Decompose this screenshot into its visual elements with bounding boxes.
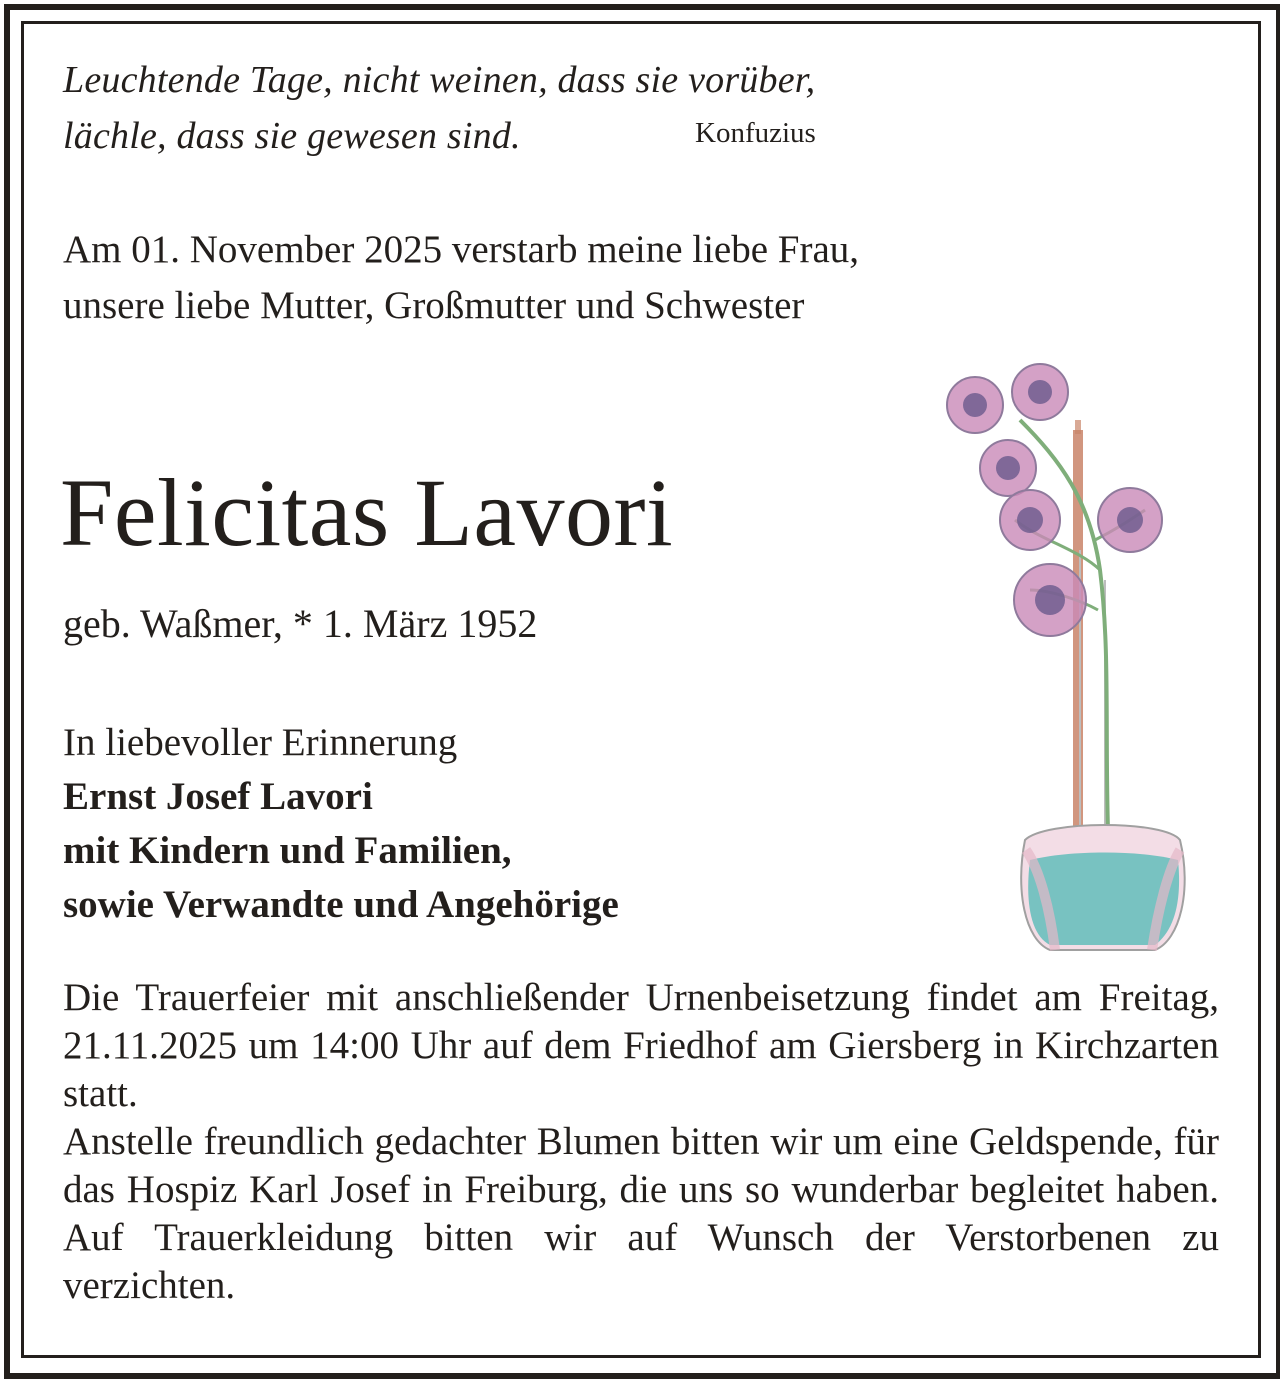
death-announcement	[63, 222, 859, 334]
mourner-line-3: sowie Verwandte und Angehörige	[63, 883, 619, 926]
orchid-blossom	[1000, 490, 1060, 550]
orchid-blossom	[1014, 564, 1086, 636]
orchid-blossom	[1098, 488, 1162, 552]
orchid-blossom	[947, 377, 1003, 433]
mourner-line-2: mit Kindern und Familien,	[63, 829, 512, 872]
birth-details: geb. Waßmer, * 1. März 1952	[63, 601, 538, 646]
quote-line-1: Leuchtende Tage, nicht weinen, dass sie vorüber,	[63, 59, 816, 101]
orchid-in-pot-drawing	[930, 350, 1220, 970]
mourner-line-1: Ernst Josef Lavori	[63, 775, 373, 818]
quote-line-2: lächle, dass sie gewesen sind.	[63, 115, 521, 157]
orchid-blossom	[980, 440, 1036, 496]
donation-info-paragraph: Anstelle freundlich gedachter Blumen bitten wir um eine Geldspende, für das Hospiz Karl Josef in Freiburg, die uns so wunderbar begleitet haben. Auf Trauerkleidung bitten wir auf Wunsch der Verstorbenen zu verzichten.	[63, 1120, 1219, 1307]
mourners-intro: In liebevoller Erinnerung	[63, 721, 458, 764]
quote-author: Konfuzius	[695, 117, 816, 149]
funeral-info-paragraph: Die Trauerfeier mit anschließender Urnenbeisetzung findet am Freitag, 21.11.2025 um 14:00 Uhr auf dem Friedhof am Giersberg in Kirchzarten statt.	[63, 976, 1219, 1115]
deceased-name: Felicitas Lavori	[60, 459, 674, 566]
funeral-info	[63, 974, 1219, 1310]
announcement-line-1: Am 01. November 2025 verstarb meine liebe Frau,	[63, 228, 860, 271]
announcement-line-2: unsere liebe Mutter, Großmutter und Schwester	[63, 284, 805, 327]
mourners-block	[63, 716, 619, 932]
orchid-blossom	[1012, 364, 1068, 420]
